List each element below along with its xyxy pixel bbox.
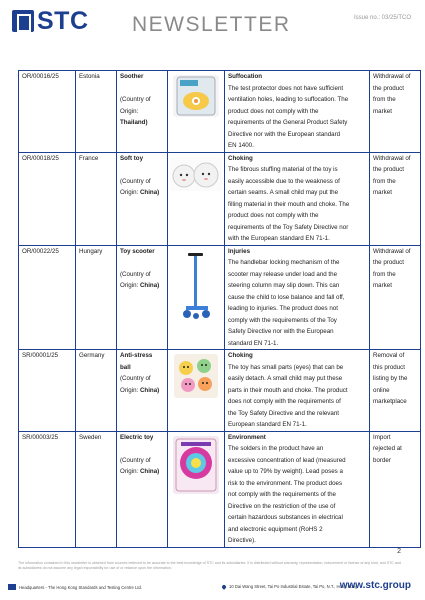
stc-logo bbox=[12, 7, 89, 35]
origin-label: Origin: bbox=[120, 107, 139, 115]
table-row bbox=[19, 350, 421, 432]
risk-description-line: Directive). bbox=[228, 537, 256, 544]
address-text: 10 Dai Wang Street, Tai Po Industrial Estate, Tai Po, N.T., Hong Kong bbox=[229, 584, 358, 589]
measure-line: market bbox=[373, 282, 392, 289]
measures-cell bbox=[370, 350, 421, 432]
measure-line: border bbox=[373, 456, 391, 464]
risk-description-line: product does not comply with the bbox=[228, 107, 319, 115]
origin-label: Origin: bbox=[120, 386, 140, 394]
reference-number: OR/00022/25 bbox=[22, 247, 59, 255]
risk-cell bbox=[225, 152, 370, 245]
measure-line: Removal of bbox=[373, 352, 405, 359]
country-cell bbox=[76, 245, 117, 350]
risk-cell bbox=[225, 350, 370, 432]
headquarters-text: Headquarters - The Hong Kong Standards and Testing Centre Ltd. bbox=[19, 584, 142, 590]
photo-cell bbox=[168, 152, 225, 245]
newsletter-title: NEWSLETTER bbox=[132, 13, 291, 36]
product-name: Toy scooter bbox=[120, 247, 155, 255]
risk-description-line: standard EN 71-1. bbox=[228, 339, 279, 347]
photo-cell bbox=[168, 245, 225, 350]
newsletter-header bbox=[0, 0, 425, 40]
reference-cell bbox=[19, 350, 76, 432]
risk-description-line: leading to injuries. The product does not bbox=[228, 305, 338, 312]
disclaimer-text: The information contained in this newsletter is obtained from sources believed to be accurate to the best knowledge of STC and its subsidiaries. It is distributed without warranty, representation, inducement or license of any kind, and STC and its subsidiaries do not assume any legal responsibility for use of or reliance upon the information. bbox=[18, 561, 401, 570]
notifying-country: Hungary bbox=[79, 247, 103, 255]
photo-cell bbox=[168, 71, 225, 153]
risk-cell bbox=[225, 245, 370, 350]
risk-description-line: requirements of the General Product Safety bbox=[228, 119, 348, 126]
country-cell bbox=[76, 71, 117, 153]
risk-description-line: steering column may slip down. This can bbox=[228, 282, 340, 289]
measures-cell bbox=[370, 431, 421, 547]
risk-description-line: not comply with the requirements of the bbox=[228, 491, 336, 498]
measure-line: Withdrawal of bbox=[373, 73, 411, 80]
measure-line: from the bbox=[373, 270, 396, 278]
origin-line bbox=[120, 280, 164, 292]
risk-type: Choking bbox=[228, 352, 253, 359]
risk-description-line: Safety Directive nor with the European bbox=[228, 328, 334, 335]
origin-prefix: (Country of bbox=[120, 96, 151, 103]
risk-cell bbox=[225, 71, 370, 153]
product-cell bbox=[117, 350, 168, 432]
origin-line bbox=[120, 466, 164, 478]
issue-number: Issue no.: 03/25/TCO bbox=[353, 15, 411, 21]
origin-country: China) bbox=[139, 282, 160, 289]
risk-description-line: with the European standard EN 71-1. bbox=[228, 235, 330, 242]
table-row bbox=[19, 152, 421, 245]
country-cell bbox=[76, 350, 117, 432]
logo-text: STC bbox=[37, 7, 89, 35]
reference-number: OR/00018/25 bbox=[22, 154, 59, 162]
measure-line: the product bbox=[373, 84, 404, 92]
risk-description-line: product does not comply with the bbox=[228, 212, 319, 219]
measure-line: from the bbox=[373, 96, 396, 103]
risk-cell bbox=[225, 431, 370, 547]
measure-line: marketplace bbox=[373, 398, 407, 405]
risk-type: Injuries bbox=[228, 247, 251, 255]
toy-scooter-photo bbox=[178, 250, 214, 322]
table-row bbox=[19, 71, 421, 153]
location-pin-icon bbox=[221, 584, 227, 590]
risk-description-line: The test protector does not have sufficient bbox=[228, 84, 344, 92]
measure-line: this product bbox=[373, 363, 405, 371]
risk-type: Choking bbox=[228, 154, 253, 162]
anti-stress-ball-photo bbox=[174, 354, 218, 398]
reference-cell bbox=[19, 245, 76, 350]
product-name: Soother bbox=[120, 73, 144, 80]
risk-description-line: the Toy Safety Directive and the relevant bbox=[228, 409, 339, 417]
measure-line: the product bbox=[373, 166, 404, 173]
product-name: Anti-stress bbox=[120, 352, 153, 359]
risk-description-line: The solders in the product have an bbox=[228, 445, 324, 452]
risk-description-line: and electronic equipment (RoHS 2 bbox=[228, 525, 323, 533]
origin-country: China) bbox=[139, 386, 160, 394]
measure-line: market bbox=[373, 107, 392, 115]
country-cell bbox=[76, 431, 117, 547]
product-cell bbox=[117, 71, 168, 153]
origin-line bbox=[120, 385, 164, 397]
building-icon bbox=[8, 584, 16, 590]
address-info bbox=[222, 584, 357, 589]
country-cell bbox=[76, 152, 117, 245]
risk-description-line: Directive on the restriction of the use of bbox=[228, 502, 336, 510]
origin-country: Thailand) bbox=[120, 119, 148, 126]
reference-number: OR/00016/25 bbox=[22, 73, 59, 80]
risk-description-line: The fibrous stuffing material of the toy is bbox=[228, 166, 338, 173]
notifying-country: Sweden bbox=[79, 433, 102, 441]
photo-cell bbox=[168, 431, 225, 547]
risk-description-line: The handlebar locking mechanism of the bbox=[228, 259, 340, 266]
origin-label: Origin: bbox=[120, 468, 140, 475]
measure-line: Withdrawal of bbox=[373, 154, 411, 162]
table-row bbox=[19, 245, 421, 350]
measure-line: from the bbox=[373, 177, 396, 185]
measure-line: market bbox=[373, 189, 392, 196]
measure-line: Withdrawal of bbox=[373, 247, 411, 255]
origin-prefix: (Country of bbox=[120, 456, 151, 464]
risk-description-line: excessive concentration of lead (measured bbox=[228, 456, 346, 464]
measure-line: the product bbox=[373, 259, 404, 266]
product-cell bbox=[117, 152, 168, 245]
risk-type: Suffocation bbox=[228, 73, 263, 80]
footer-bar bbox=[0, 578, 425, 600]
origin-country: China) bbox=[139, 189, 160, 196]
risk-description-line: cause the child to lose balance and fall off, bbox=[228, 293, 345, 301]
risk-description-line: easily detach. A small child may put these bbox=[228, 375, 343, 382]
risk-description-line: value up to 79% by weight). Lead poses a bbox=[228, 468, 343, 475]
notifying-country: Estonia bbox=[79, 73, 100, 80]
soft-toy-photo bbox=[170, 157, 222, 191]
risk-description-line: Directive nor with the European standard bbox=[228, 130, 341, 138]
measure-line: listing by the bbox=[373, 375, 408, 382]
reference-cell bbox=[19, 431, 76, 547]
risk-description-line: does not comply with the requirements of bbox=[228, 398, 341, 405]
product-name-cont: ball bbox=[120, 363, 131, 371]
electric-toy-photo bbox=[173, 436, 219, 494]
measure-line: online bbox=[373, 386, 390, 394]
table-row bbox=[19, 431, 421, 547]
origin-label: Origin: bbox=[120, 282, 140, 289]
risk-description-line: filling material in their mouth and choke. The bbox=[228, 200, 350, 208]
risk-description-line: easily accessible due to the weakness of bbox=[228, 177, 340, 185]
risk-description-line: European standard EN 71-1. bbox=[228, 421, 307, 428]
risk-description-line: comply with the requirements of the Toy bbox=[228, 316, 337, 324]
reference-cell bbox=[19, 71, 76, 153]
notifying-country: Germany bbox=[79, 352, 105, 359]
photo-cell bbox=[168, 350, 225, 432]
reference-number: SR/00003/25 bbox=[22, 433, 59, 441]
risk-description-line: requirements of the Toy Safety Directive nor bbox=[228, 223, 349, 231]
notifying-country: France bbox=[79, 154, 99, 162]
website-link[interactable]: www.stc.group bbox=[339, 580, 411, 591]
origin-prefix: (Country of bbox=[120, 375, 151, 382]
origin-prefix: (Country of bbox=[120, 177, 151, 185]
risk-description-line: EN 1400. bbox=[228, 142, 254, 149]
soother-photo bbox=[173, 75, 219, 117]
product-cell bbox=[117, 431, 168, 547]
risk-description-line: scooter may release under load and the bbox=[228, 270, 338, 278]
measures-cell bbox=[370, 245, 421, 350]
risk-description-line: certain hazardous substances in electrical bbox=[228, 514, 343, 521]
risk-type: Environment bbox=[228, 433, 266, 441]
measure-line: Import bbox=[373, 433, 391, 441]
measures-cell bbox=[370, 152, 421, 245]
page-number: 2 bbox=[397, 548, 401, 555]
risk-description-line: parts in their mouth and choke. The product bbox=[228, 386, 348, 394]
origin-line bbox=[120, 106, 164, 129]
risk-description-line: certain seams. A small child may put the bbox=[228, 189, 339, 196]
product-recall-table bbox=[18, 70, 421, 548]
reference-cell bbox=[19, 152, 76, 245]
product-name: Electric toy bbox=[120, 433, 154, 441]
reference-number: SR/00001/25 bbox=[22, 352, 59, 359]
risk-description-line: The toy has small parts (eyes) that can be bbox=[228, 363, 344, 371]
risk-description-line: risk to the environment. The product does bbox=[228, 479, 343, 487]
product-name: Soft toy bbox=[120, 154, 144, 162]
measure-line: rejected at bbox=[373, 445, 402, 452]
origin-prefix: (Country of bbox=[120, 270, 151, 278]
measures-cell bbox=[370, 71, 421, 153]
risk-description-line: ventilation holes, leading to suffocation. The bbox=[228, 96, 349, 103]
product-cell bbox=[117, 245, 168, 350]
origin-country: China) bbox=[139, 468, 160, 475]
stc-logo-mark bbox=[12, 10, 34, 32]
headquarters-info bbox=[8, 584, 142, 590]
origin-line bbox=[120, 187, 164, 199]
origin-label: Origin: bbox=[120, 189, 140, 196]
